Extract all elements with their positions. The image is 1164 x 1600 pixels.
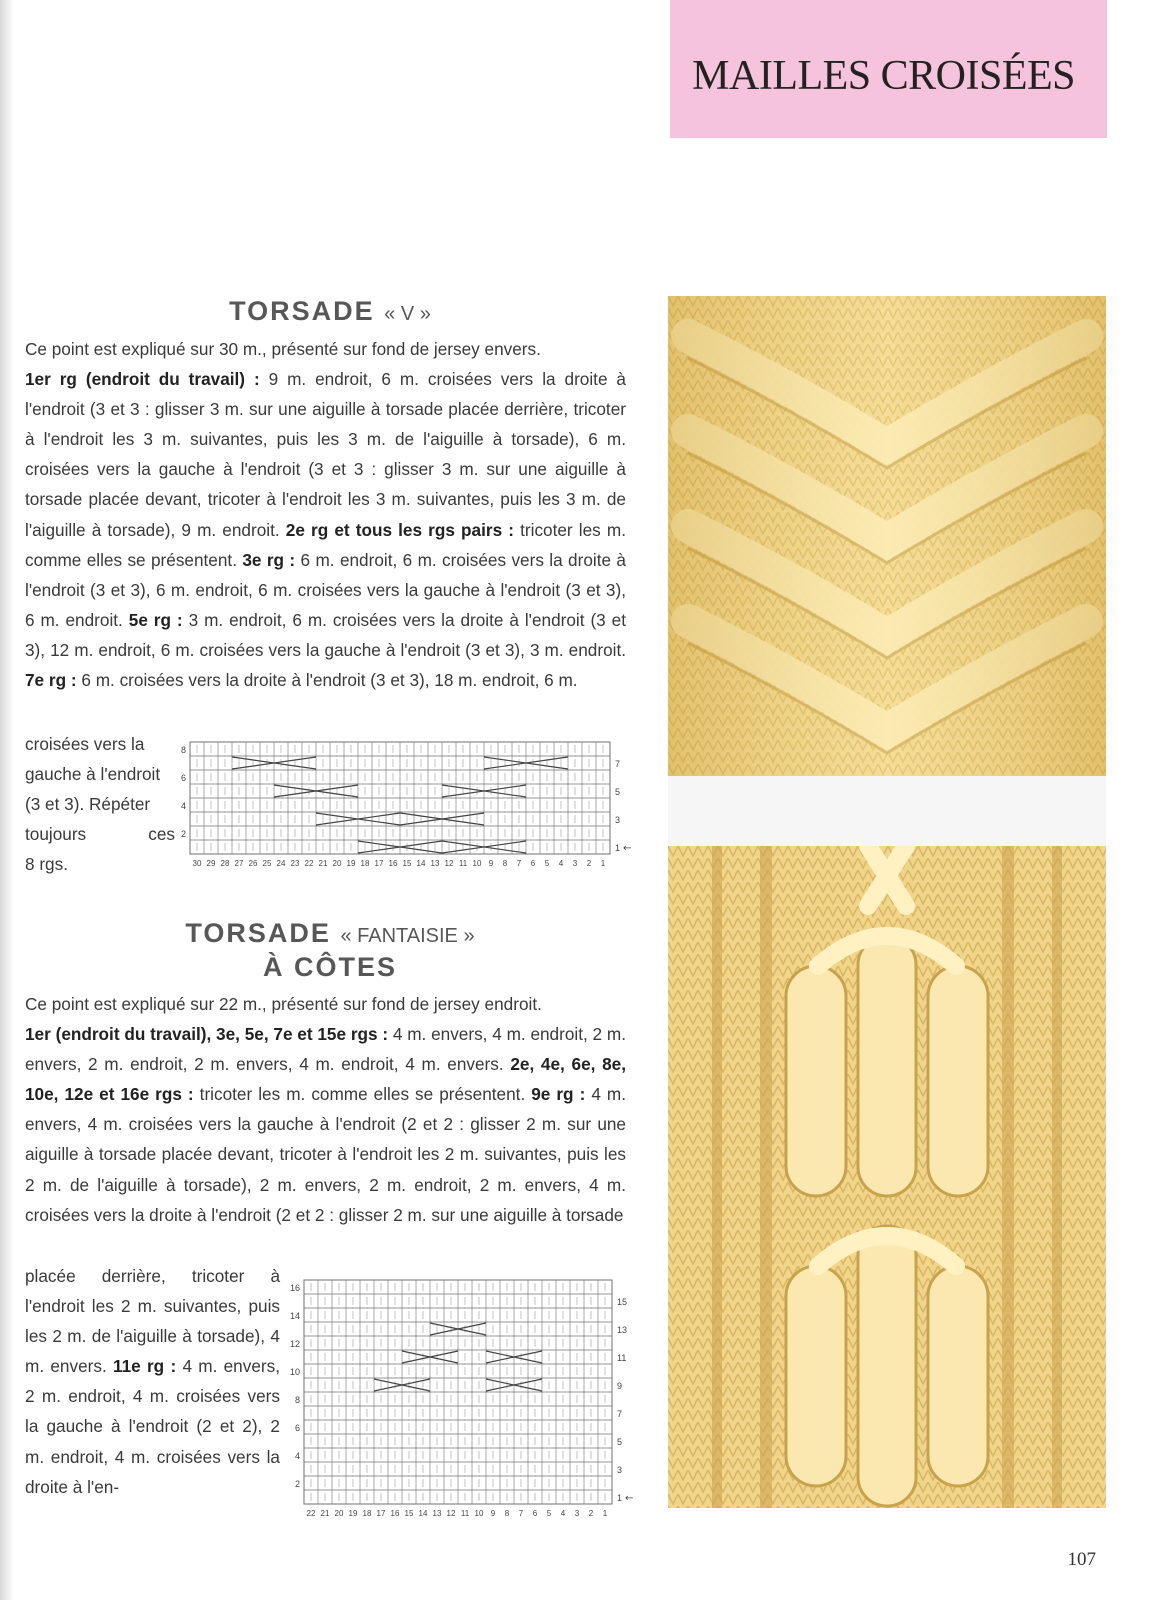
chart-col-label: 20 (332, 859, 342, 868)
chart-row-label: 10 (290, 1367, 300, 1378)
chart-row-label: 3 (615, 815, 621, 826)
chart-col-label: 20 (334, 1509, 344, 1518)
section2-title-main: TORSADE (185, 918, 331, 948)
chart-col-label: 27 (234, 859, 244, 868)
chart-col-label: 9 (488, 859, 494, 868)
chart-col-label: 29 (206, 859, 216, 868)
chart-row-label: 13 (617, 1325, 628, 1336)
section1-row1-text: 9 m. endroit, 6 m. croisées vers la droite à l'endroit (3 et 3 : glisser 3 m. sur une aiguille à torsade placée derrière, tricoter à l'endroit les 3 m. suivantes, puis les 3 m. de l'aiguille à torsade), 6 m. croisées vers la gauche à l'endroit (3 et 3 : glisser 3 m. sur une aiguille à torsade placée devant, tricoter à l'endroit les 3 m. suivantes, puis les 3 m. de l'aiguille à torsade), 9 m. endroit. (25, 369, 626, 540)
chart-col-label: 3 (574, 1509, 580, 1518)
chart-row-label: 11 (617, 1353, 627, 1364)
chart-row-label: 7 (615, 759, 621, 770)
page-number: 107 (1067, 1549, 1096, 1570)
chapter-title: MAILLES CROISÉES (692, 53, 1075, 99)
chart-col-label: 14 (416, 859, 426, 868)
chart-col-label: 11 (458, 859, 468, 868)
section1-row3-text: 6 m. endroit, 6 m. croisées vers la droite à l'endroit (3 et 3), 6 m. endroit, 6 m. croisées vers la gauche à l'endroit (3 et 3), 6 m. endroit. (25, 549, 626, 630)
chart-col-label: 8 (504, 1509, 510, 1518)
chart-grid (190, 742, 610, 854)
chart-col-label: 30 (192, 859, 202, 868)
section1-stitch-chart (176, 738, 646, 878)
chart-col-label: 18 (360, 859, 370, 868)
chart-col-label: 21 (318, 859, 328, 868)
chart-col-label: 2 (586, 859, 592, 868)
chart-row-label: 2 (294, 1479, 300, 1490)
section1-side-line: croisées vers la (25, 734, 145, 754)
chart-col-label: 26 (248, 859, 258, 868)
section1-row1-label: 1er rg (endroit du travail) : (25, 369, 260, 390)
chart-row-label: 4 (180, 801, 186, 812)
book-gutter (0, 0, 14, 1600)
chart-row-label: 3 (617, 1465, 623, 1476)
photo-separator (668, 776, 1106, 846)
section1-title-main: TORSADE (229, 296, 375, 326)
chart-row-label: 16 (290, 1283, 300, 1294)
chart-col-label: 11 (460, 1509, 470, 1518)
chart-row-label: 2 (180, 829, 186, 840)
section1-row2-text: tricoter les m. comme elles se présentent. (25, 519, 626, 570)
chart-col-label: 1 (600, 859, 606, 868)
chart-col-label: 8 (502, 859, 508, 868)
swatch-photo-torsade-fantaisie (668, 846, 1106, 1508)
section1-row7-text: 6 m. croisées vers la droite à l'endroit (3 et 3), 18 m. endroit, 6 m. (76, 670, 578, 691)
section1-side-text (25, 729, 175, 879)
chart-col-label: 13 (432, 1509, 442, 1518)
chart-start-arrow: ← (625, 1493, 634, 1505)
chart-row-label: 6 (180, 773, 186, 784)
chart-col-label: 1 (602, 1509, 608, 1518)
chart-col-label: 16 (388, 859, 398, 868)
section2-side-b: 4 m. envers, 2 m. endroit, 4 m. croisées vers la gauche à l'endroit (2 et 2), 2 m. endroit, 4 m. croisées vers la droite à l'en- (25, 1356, 280, 1497)
chart-row-label: 6 (294, 1423, 300, 1434)
chart-col-label: 17 (376, 1509, 386, 1518)
chart-col-label: 19 (346, 859, 356, 868)
chart-col-label: 10 (472, 859, 482, 868)
section1-row2-label: 2e rg et tous les rgs pairs : (285, 519, 514, 540)
section1-side-line: toujours ces (25, 824, 175, 845)
chapter-header (670, 0, 1107, 138)
chart-col-label: 5 (546, 1509, 552, 1518)
section1-title-quote: « V » (384, 303, 431, 325)
chart-col-label: 7 (518, 1509, 524, 1518)
chart-col-label: 18 (362, 1509, 372, 1518)
chart-col-label: 7 (516, 859, 522, 868)
chart-col-label: 21 (320, 1509, 330, 1518)
section2-title-line2: À CÔTES (262, 952, 397, 982)
chart-row-label: 5 (615, 787, 621, 798)
section2-row11-label: 11e rg : (113, 1356, 177, 1377)
section1-row7-label: 7e rg : (25, 670, 77, 691)
section2-row1-label: 1er (endroit du travail), 3e, 5e, 7e et 15e rgs : (25, 1024, 389, 1045)
chart-col-label: 24 (276, 859, 286, 868)
section1-side-line: (3 et 3). Répéter (25, 794, 151, 815)
section2-row2-text: tricoter les m. comme elles se présentent. (193, 1084, 532, 1105)
chart-col-label: 14 (418, 1509, 428, 1518)
section2-row1-text: 4 m. envers, 4 m. endroit, 2 m. envers, 2 m. endroit, 2 m. envers, 4 m. endroit, 4 m. envers. (25, 1024, 626, 1075)
section2-instructions (25, 989, 626, 1230)
chart-row-label: 1 (615, 843, 621, 854)
section1-row3-label: 3e rg : (242, 549, 296, 570)
chart-row-label: 12 (290, 1339, 300, 1350)
chart-row-label: 14 (290, 1311, 300, 1322)
section1-title (150, 296, 510, 327)
chart-row-label: 15 (617, 1297, 628, 1308)
chart-col-label: 15 (404, 1509, 414, 1518)
section2-title (100, 918, 560, 983)
section1-row5-text: 3 m. endroit, 6 m. croisées vers la droite à l'endroit (3 et 3), 12 m. endroit, 6 m. croisées vers la gauche à l'endroit (3 et 3), 3 m. endroit. (25, 609, 626, 660)
chart-col-label: 25 (262, 859, 272, 868)
section1-instructions (25, 334, 626, 695)
section2-side-text (25, 1261, 280, 1502)
chart-row-label: 1 (617, 1493, 623, 1504)
chart-col-label: 19 (348, 1509, 358, 1518)
chart-col-label: 6 (532, 1509, 538, 1518)
chart-col-label: 4 (558, 859, 564, 868)
chart-col-label: 12 (446, 1509, 456, 1518)
section2-side-a: placée derrière, tricoter à l'endroit les 2 m. suivantes, puis les 2 m. de l'aiguille à torsade), 4 m. envers. (25, 1266, 280, 1377)
chart-col-label: 22 (306, 1509, 316, 1518)
chart-row-label: 8 (294, 1395, 300, 1406)
swatch-photo-torsade-v (668, 296, 1106, 776)
section1-side-line: gauche à l'endroit (25, 764, 161, 785)
chart-row-label: 9 (617, 1381, 623, 1392)
section2-row9-label: 9e rg : (531, 1084, 586, 1105)
chart-col-label: 28 (220, 859, 230, 868)
chart-row-label: 5 (617, 1437, 623, 1448)
chart-col-label: 23 (290, 859, 300, 868)
chart-col-label: 2 (588, 1509, 594, 1518)
chart-row-label: 8 (180, 745, 186, 756)
chart-row-label: 4 (294, 1451, 300, 1462)
chart-col-label: 6 (530, 859, 536, 868)
section1-side-line: 8 rgs. (25, 854, 68, 875)
section2-stitch-chart (290, 1276, 660, 1536)
section2-intro: Ce point est expliqué sur 22 m., présenté sur fond de jersey endroit. (25, 994, 542, 1014)
section1-intro: Ce point est expliqué sur 30 m., présenté sur fond de jersey envers. (25, 339, 541, 359)
chart-col-label: 16 (390, 1509, 400, 1518)
chart-col-label: 22 (304, 859, 314, 868)
chart-row-label: 7 (617, 1409, 623, 1420)
chart-col-label: 9 (490, 1509, 496, 1518)
chart-col-label: 13 (430, 859, 440, 868)
chart-col-label: 17 (374, 859, 384, 868)
chart-col-label: 12 (444, 859, 454, 868)
chart-grid (304, 1280, 612, 1504)
section2-row2-label: 2e, 4e, 6e, 8e, 10e, 12e et 16e rgs : (25, 1054, 626, 1105)
chart-col-label: 5 (544, 859, 550, 868)
chart-start-arrow: ← (623, 843, 632, 855)
section2-title-quote: « FANTAISIE » (340, 925, 475, 947)
section2-row9-text: 4 m. envers, 4 m. croisées vers la gauche à l'endroit (2 et 2 : glisser 2 m. sur une aiguille à torsade placée devant, tricoter à l'endroit les 2 m. suivantes, puis les 2 m. de l'aiguille à torsade), 2 m. envers, 2 m. endroit, 2 m. envers, 4 m. croisées vers la droite à l'endroit (2 et 2 : glisser 2 m. sur une aiguille à torsade (25, 1084, 626, 1225)
chart-col-label: 4 (560, 1509, 566, 1518)
chart-col-label: 10 (474, 1509, 484, 1518)
section1-row5-label: 5e rg : (128, 609, 183, 630)
chart-col-label: 3 (572, 859, 578, 868)
chart-col-label: 15 (402, 859, 412, 868)
